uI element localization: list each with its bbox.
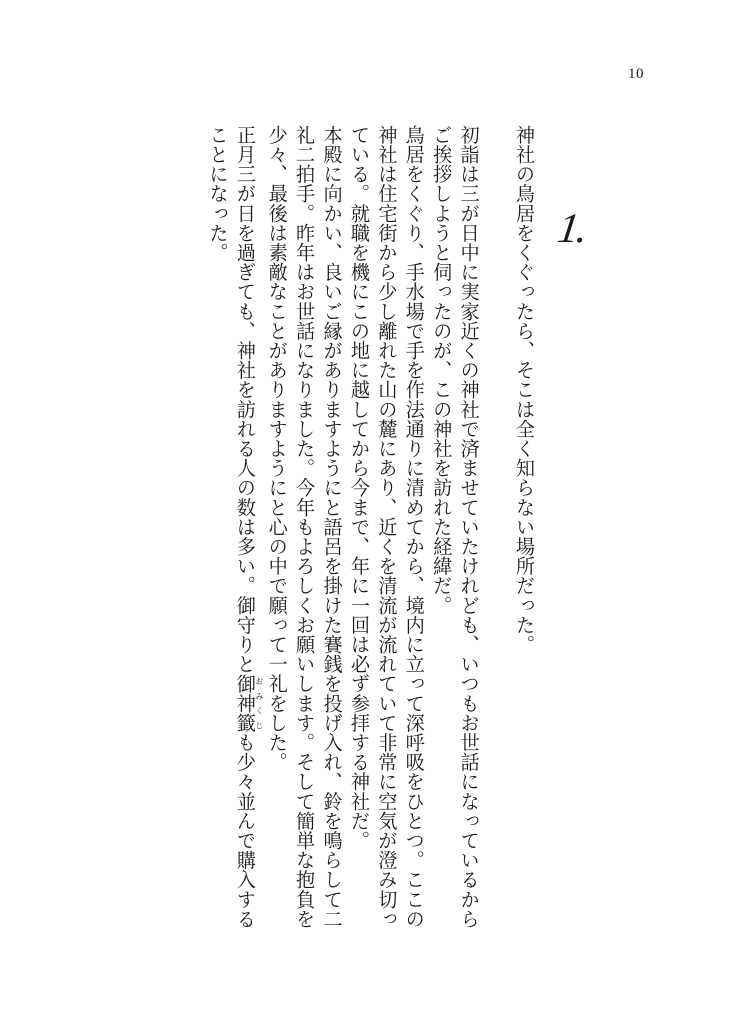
paragraph-2: 初詣は三が日中に実家近くの神社で済ませていたけれども、いつもお世話になっているからご挨拶しようと伺ったのが、この神社を訪れた経緯だ。	[430, 125, 481, 929]
omikuji-ruby	[233, 673, 264, 733]
chapter-number: 1.	[554, 206, 589, 252]
paragraph-5	[204, 125, 263, 930]
body-text	[108, 125, 538, 930]
page-number: 10	[628, 66, 644, 82]
ruby-reading: おみくじ	[254, 673, 264, 733]
paragraph-3: 鳥居をくぐり、手水場で手を作法通りに清めてから、境内に立って深呼吸をひとつ。ここの神社は住宅街から少し離れた山の麓にあり、近くを清流が流れていて非常に空気が澄み切っている。就職を機にこの地に越してから今まで、年に一回は必ず参拝する神社だ。	[347, 125, 426, 929]
paragraph-4: 本殿に向かい、良いご縁がありますようにと語呂を掛けた賽銭を投げ入れ、鈴を鳴らして二礼二拍手。昨年はお世話になりました。今年もよろしくお願いします。そして簡単な抱負を少々、最後は素敵なことがありますようにと心の中で願って一礼をした。	[265, 125, 344, 929]
ruby-base: 御神籤	[233, 673, 257, 733]
paragraph-1: 神社の鳥居をくぐったら、そこは全く知らない場所だった。	[513, 125, 536, 655]
paragraph-5-before: 正月三が日を過ぎても、神社を訪れる人の数は多い。御守りと	[233, 125, 257, 674]
paragraph-5-after: も少々並んで購入することになった。	[206, 125, 257, 929]
